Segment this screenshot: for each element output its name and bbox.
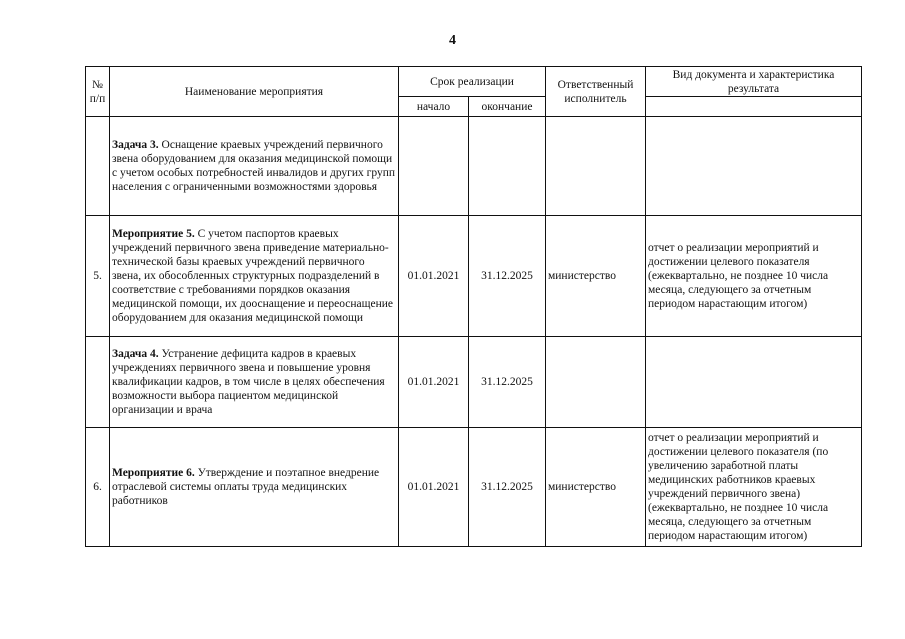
row-start: 01.01.2021: [399, 216, 469, 337]
header-start: начало: [399, 97, 469, 117]
row-executor: министерство: [546, 428, 646, 547]
row-result: [646, 117, 862, 216]
header-period: Срок реализации: [399, 67, 546, 97]
row-text: Устранение дефицита кадров в краевых учреждениях первичного звена и повышение уровня квалификации кадров, в том числе в целях обеспечения возможности выбора пациентом медицинской организации и врача: [112, 348, 385, 416]
row-result: [646, 337, 862, 428]
row-end: 31.12.2025: [469, 337, 546, 428]
header-result: Вид документа и характеристика результата: [646, 67, 862, 97]
row-num: [86, 117, 110, 216]
row-text: С учетом паспортов краевых учреждений первичного звена приведение материально-технической базы краевых учреждений первичного звена, их обособленных структурных подразделений в соответствие с требованиями порядков оказания медицинской помощи, их дооснащение и переоснащение оборудованием для оказания медицинской помощи: [112, 228, 393, 324]
row-text: Оснащение краевых учреждений первичного звена оборудованием для оказания медицинской помощи с учетом особых потребностей инвалидов и других групп населения с ограниченными возможностями здоровья: [112, 139, 396, 193]
row-result: отчет о реализации мероприятий и достижении целевого показателя (ежеквартально, не позднее 10 числа месяца, следующего за отчетным периодом нарастающим итогом): [646, 216, 862, 337]
row-start: 01.01.2021: [399, 428, 469, 547]
table-row: [86, 117, 862, 216]
page-number: 4: [449, 33, 456, 48]
activities-table: [85, 66, 862, 547]
header-name: Наименование мероприятия: [110, 67, 399, 117]
header-result-empty: [646, 97, 862, 117]
row-label: Мероприятие 5.: [112, 228, 195, 240]
row-end: 31.12.2025: [469, 428, 546, 547]
row-num: [86, 337, 110, 428]
row-name: [110, 117, 399, 216]
row-label: Задача 3.: [112, 139, 159, 151]
header-end: окончание: [469, 97, 546, 117]
row-name: [110, 216, 399, 337]
table-row: [86, 216, 862, 337]
row-result: отчет о реализации мероприятий и достижении целевого показателя (по увеличению заработной платы медицинских работников краевых учреждений первичного звена) (ежеквартально, не позднее 10 числа месяца, следующего за отчетным периодом нарастающим итогом): [646, 428, 862, 547]
row-start: 01.01.2021: [399, 337, 469, 428]
row-name: [110, 337, 399, 428]
row-executor: [546, 117, 646, 216]
table-row: [86, 337, 862, 428]
row-label: Мероприятие 6.: [112, 467, 195, 479]
row-end: 31.12.2025: [469, 216, 546, 337]
row-text: Утверждение и поэтапное внедрение отраслевой системы оплаты труда медицинских работников: [112, 467, 380, 507]
row-num: 5.: [86, 216, 110, 337]
row-end: [469, 117, 546, 216]
row-start: [399, 117, 469, 216]
table-row: [86, 428, 862, 547]
row-executor: [546, 337, 646, 428]
table-header: [86, 67, 862, 117]
row-name: [110, 428, 399, 547]
header-executor: Ответственный исполнитель: [546, 67, 646, 117]
row-executor: министерство: [546, 216, 646, 337]
row-num: 6.: [86, 428, 110, 547]
header-num: № п/п: [86, 67, 110, 117]
row-label: Задача 4.: [112, 348, 159, 360]
